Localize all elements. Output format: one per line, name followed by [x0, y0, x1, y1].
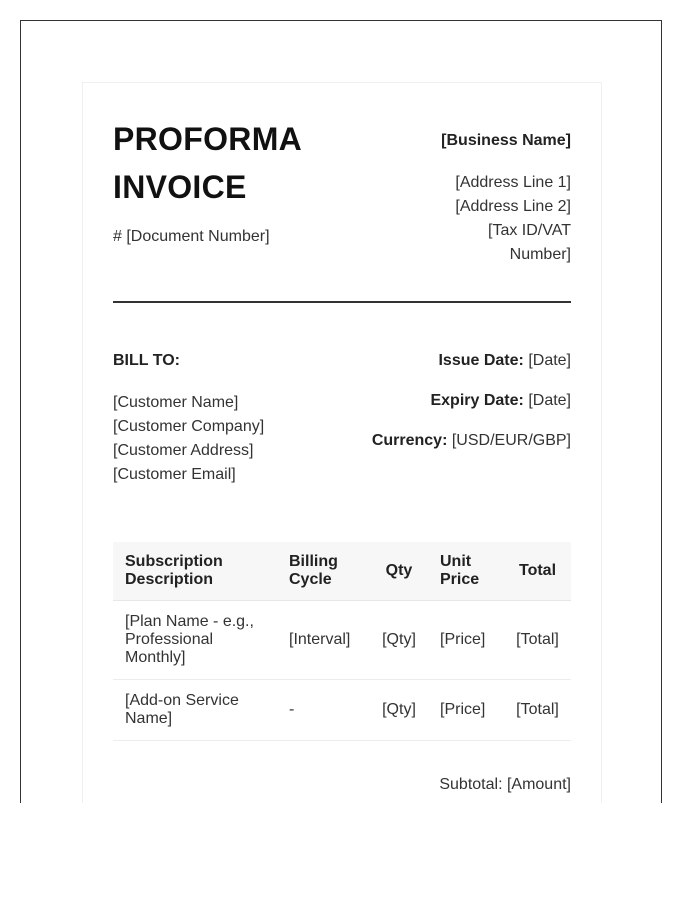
- invoice-title: PROFORMA INVOICE: [113, 121, 301, 205]
- subtotal: Subtotal: [Amount]: [439, 776, 571, 793]
- bill-to-label: BILL TO:: [113, 352, 180, 369]
- cell-unit-price: [Price]: [428, 601, 504, 680]
- expiry-date-label: Expiry Date:: [430, 392, 524, 409]
- header-description: Subscription Description: [113, 542, 277, 601]
- currency-row: [311, 431, 571, 451]
- business-address-line-1: [Address Line 1]: [455, 174, 571, 191]
- issue-date-row: [311, 351, 571, 371]
- business-tax-id-line-1: [Tax ID/VAT: [488, 222, 571, 239]
- customer-address: [Customer Address]: [113, 442, 254, 459]
- customer-name: [Customer Name]: [113, 394, 239, 411]
- cell-unit-price: [Price]: [428, 680, 504, 741]
- expiry-date-value: [Date]: [528, 392, 571, 409]
- line-items-table: [113, 542, 571, 741]
- table-header-row: [113, 542, 571, 601]
- cell-qty: [Qty]: [370, 601, 428, 680]
- header-total: Total: [504, 542, 571, 601]
- invoice-sheet: [82, 82, 602, 803]
- currency-value: [USD/EUR/GBP]: [451, 432, 571, 449]
- header-divider: [113, 301, 571, 303]
- cell-billing-cycle: -: [277, 680, 370, 741]
- table-row: [113, 601, 571, 680]
- business-name: [Business Name]: [441, 132, 571, 149]
- invoice-meta: [311, 351, 571, 471]
- business-info: [411, 131, 571, 267]
- business-address-line-2: [Address Line 2]: [455, 198, 571, 215]
- cell-total: [Total]: [504, 680, 571, 741]
- business-address: [411, 171, 571, 267]
- cell-description: [Plan Name - e.g., Professional Monthly]: [113, 601, 277, 680]
- document-viewport: [20, 20, 662, 803]
- header-billing-cycle: Billing Cycle: [277, 542, 370, 601]
- cell-billing-cycle: [Interval]: [277, 601, 370, 680]
- customer-email: [Customer Email]: [113, 466, 236, 483]
- customer-company: [Customer Company]: [113, 418, 265, 435]
- issue-date-label: Issue Date:: [438, 352, 524, 369]
- business-tax-id-line-2: Number]: [509, 246, 571, 263]
- issue-date-value: [Date]: [528, 352, 571, 369]
- table-row: [113, 680, 571, 741]
- cell-qty: [Qty]: [370, 680, 428, 741]
- currency-label: Currency:: [371, 432, 448, 449]
- header-qty: Qty: [370, 542, 428, 601]
- document-number: # [Document Number]: [113, 228, 270, 245]
- cell-total: [Total]: [504, 601, 571, 680]
- cell-description: [Add-on Service Name]: [113, 680, 277, 741]
- expiry-date-row: [311, 391, 571, 411]
- header-unit-price: Unit Price: [428, 542, 504, 601]
